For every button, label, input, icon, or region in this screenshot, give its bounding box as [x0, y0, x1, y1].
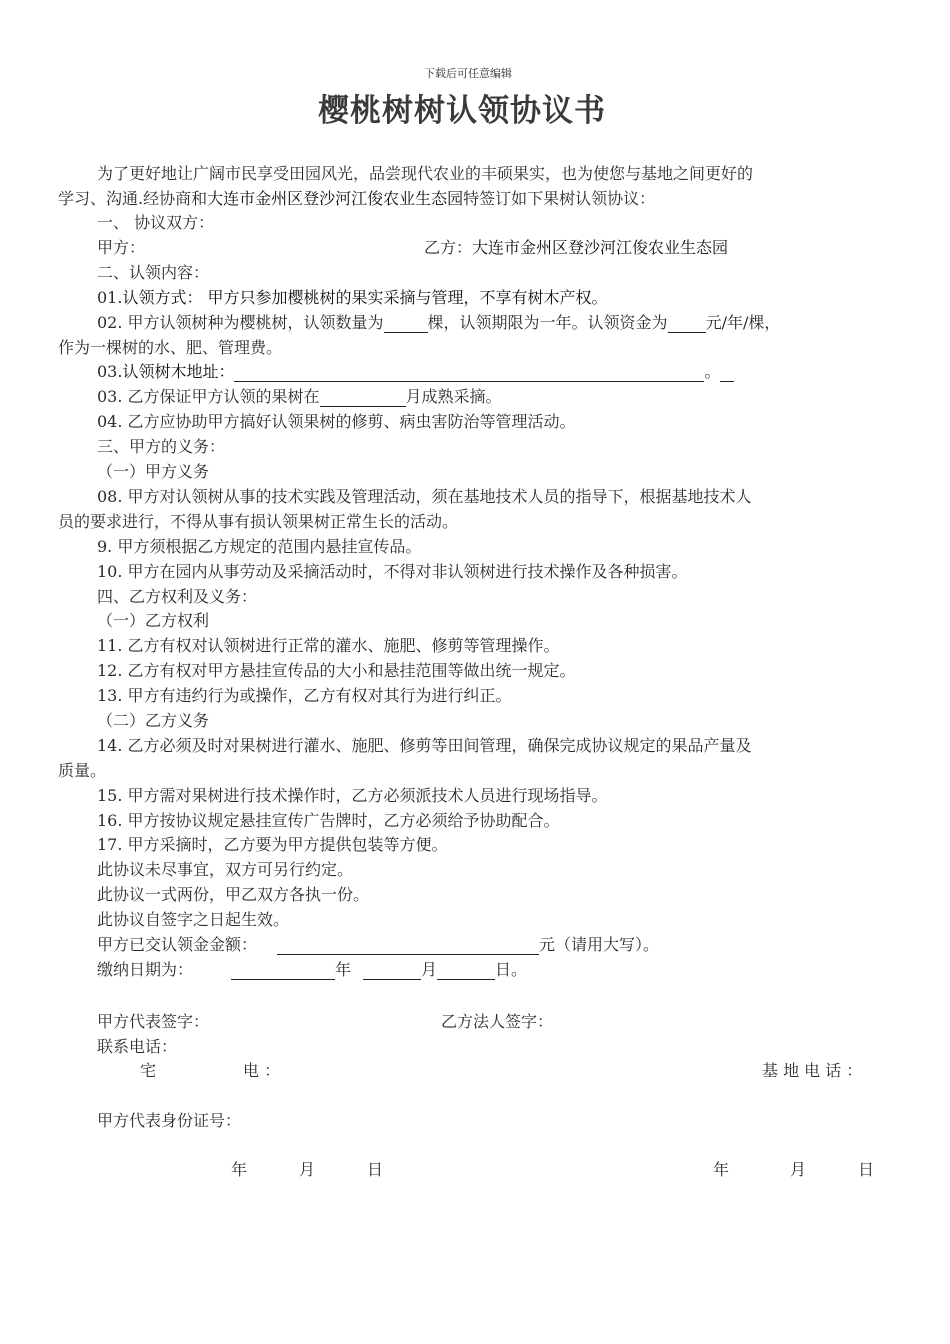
- contact-phone-label: 联系电话：: [97, 1037, 178, 1056]
- item-02: 02. 甲方认领树种为樱桃树，认领数量为 棵，认领期限为一年。认领资金为 元/年/棵，: [97, 313, 781, 332]
- party-b-legal-signature: 乙方法人签字：: [441, 1012, 554, 1031]
- section-4-heading: 四、乙方权利及义务：: [97, 587, 258, 606]
- payment-date: 缴纳日期为： 年 月 日。: [97, 960, 528, 979]
- section-4-sub-1: （一）乙方权利: [97, 611, 210, 630]
- section-1-heading: 一、 协议双方：: [97, 213, 215, 232]
- address-blank: [234, 364, 704, 382]
- day-blank: [437, 962, 495, 980]
- item-11: 11. 乙方有权对认领树进行正常的灌水、施肥、修剪等管理操作。: [97, 636, 560, 655]
- item-04: 04. 乙方应协助甲方搞好认领果树的修剪、病虫害防治等管理活动。: [97, 412, 576, 431]
- download-note: 下载后可任意编辑: [424, 67, 512, 80]
- party-b-name: 大连市金州区登沙河江俊农业生态园: [472, 238, 729, 257]
- home-phone-b: 电 ：: [243, 1061, 281, 1080]
- item-10: 10. 甲方在园内从事劳动及采摘活动时，不得对非认领树进行技术操作及各种损害。: [97, 562, 688, 581]
- item-01: 01.认领方式： 甲方只参加樱桃树的果实采摘与管理，不享有树木产权。: [97, 288, 608, 307]
- sign-day-b: 日: [858, 1160, 875, 1179]
- party-a-rep-signature: 甲方代表签字：: [97, 1012, 210, 1031]
- item-15: 15. 甲方需对果树进行技术操作时，乙方必须派技术人员进行现场指导。: [97, 786, 608, 805]
- home-phone-a: 宅: [140, 1061, 157, 1080]
- fund-blank: [668, 315, 706, 333]
- intro-line-1: 为了更好地让广阔市民享受田园风光，品尝现代农业的丰硕果实，也为使您与基地之间更好的: [97, 164, 754, 183]
- item-14-line-1: 14. 乙方必须及时对果树进行灌水、施肥、修剪等田间管理，确保完成协议规定的果品产量及: [97, 736, 752, 755]
- month-blank-2: [363, 962, 421, 980]
- park-name: 大连市金州区登沙河江俊农业生态园: [207, 189, 464, 208]
- year-blank: [231, 962, 335, 980]
- item-03-ripening: 03. 乙方保证甲方认领的果树在 月成熟采摘。: [97, 387, 502, 406]
- section-3-sub: （一）甲方义务: [97, 462, 210, 481]
- closing-line-1: 此协议未尽事宜，双方可另行约定。: [97, 860, 354, 879]
- sign-year-a: 年: [231, 1160, 248, 1179]
- section-2-heading: 二、认领内容：: [97, 263, 210, 282]
- sign-day-a: 日: [367, 1160, 384, 1179]
- sign-month-a: 月: [299, 1160, 316, 1179]
- closing-line-2: 此协议一式两份，甲乙双方各执一份。: [97, 885, 370, 904]
- closing-line-3: 此协议自签字之日起生效。: [97, 910, 290, 929]
- item-13: 13. 甲方有违约行为或操作，乙方有权对其行为进行纠正。: [97, 686, 512, 705]
- item-08-line-2: 员的要求进行，不得从事有损认领果树正常生长的活动。: [58, 512, 459, 531]
- sign-year-b: 年: [713, 1160, 730, 1179]
- item-09: 9. 甲方须根据乙方规定的范围内悬挂宣传品。: [97, 537, 422, 556]
- party-a-label: 甲方：: [97, 238, 146, 257]
- paid-amount: 甲方已交认领金金额： 元（请用大写）。: [97, 935, 660, 954]
- item-08-line-1: 08. 甲方对认领树从事的技术实践及管理活动，须在基地技术人员的指导下，根据基地技术人: [97, 487, 752, 506]
- party-b: 乙方：大连市金州区登沙河江俊农业生态园: [424, 238, 729, 257]
- section-3-heading: 三、甲方的义务：: [97, 437, 226, 456]
- base-phone-label: 基 地 电 话 ：: [762, 1061, 863, 1080]
- amount-blank: [277, 937, 539, 955]
- month-blank: [320, 389, 406, 407]
- section-4-sub-2: （二）乙方义务: [97, 711, 210, 730]
- item-12: 12. 乙方有权对甲方悬挂宣传品的大小和悬挂范围等做出统一规定。: [97, 661, 576, 680]
- item-17: 17. 甲方采摘时，乙方要为甲方提供包装等方便。: [97, 835, 448, 854]
- sign-month-b: 月: [790, 1160, 807, 1179]
- document-title: 樱桃树树认领协议书: [318, 93, 606, 129]
- item-14-line-2: 质量。: [58, 761, 107, 780]
- item-03-address: 03.认领树木地址： 。: [97, 362, 734, 382]
- party-a-id-label: 甲方代表身份证号：: [97, 1111, 242, 1130]
- quantity-blank: [384, 315, 428, 333]
- intro-line-2: 学习、沟通.经协商和大连市金州区登沙河江俊农业生态园特签订如下果树认领协议：: [58, 189, 656, 208]
- item-16: 16. 甲方按协议规定悬挂宣传广告牌时，乙方必须给予协助配合。: [97, 811, 560, 830]
- item-02-line-2: 作为一棵树的水、肥、管理费。: [58, 338, 283, 357]
